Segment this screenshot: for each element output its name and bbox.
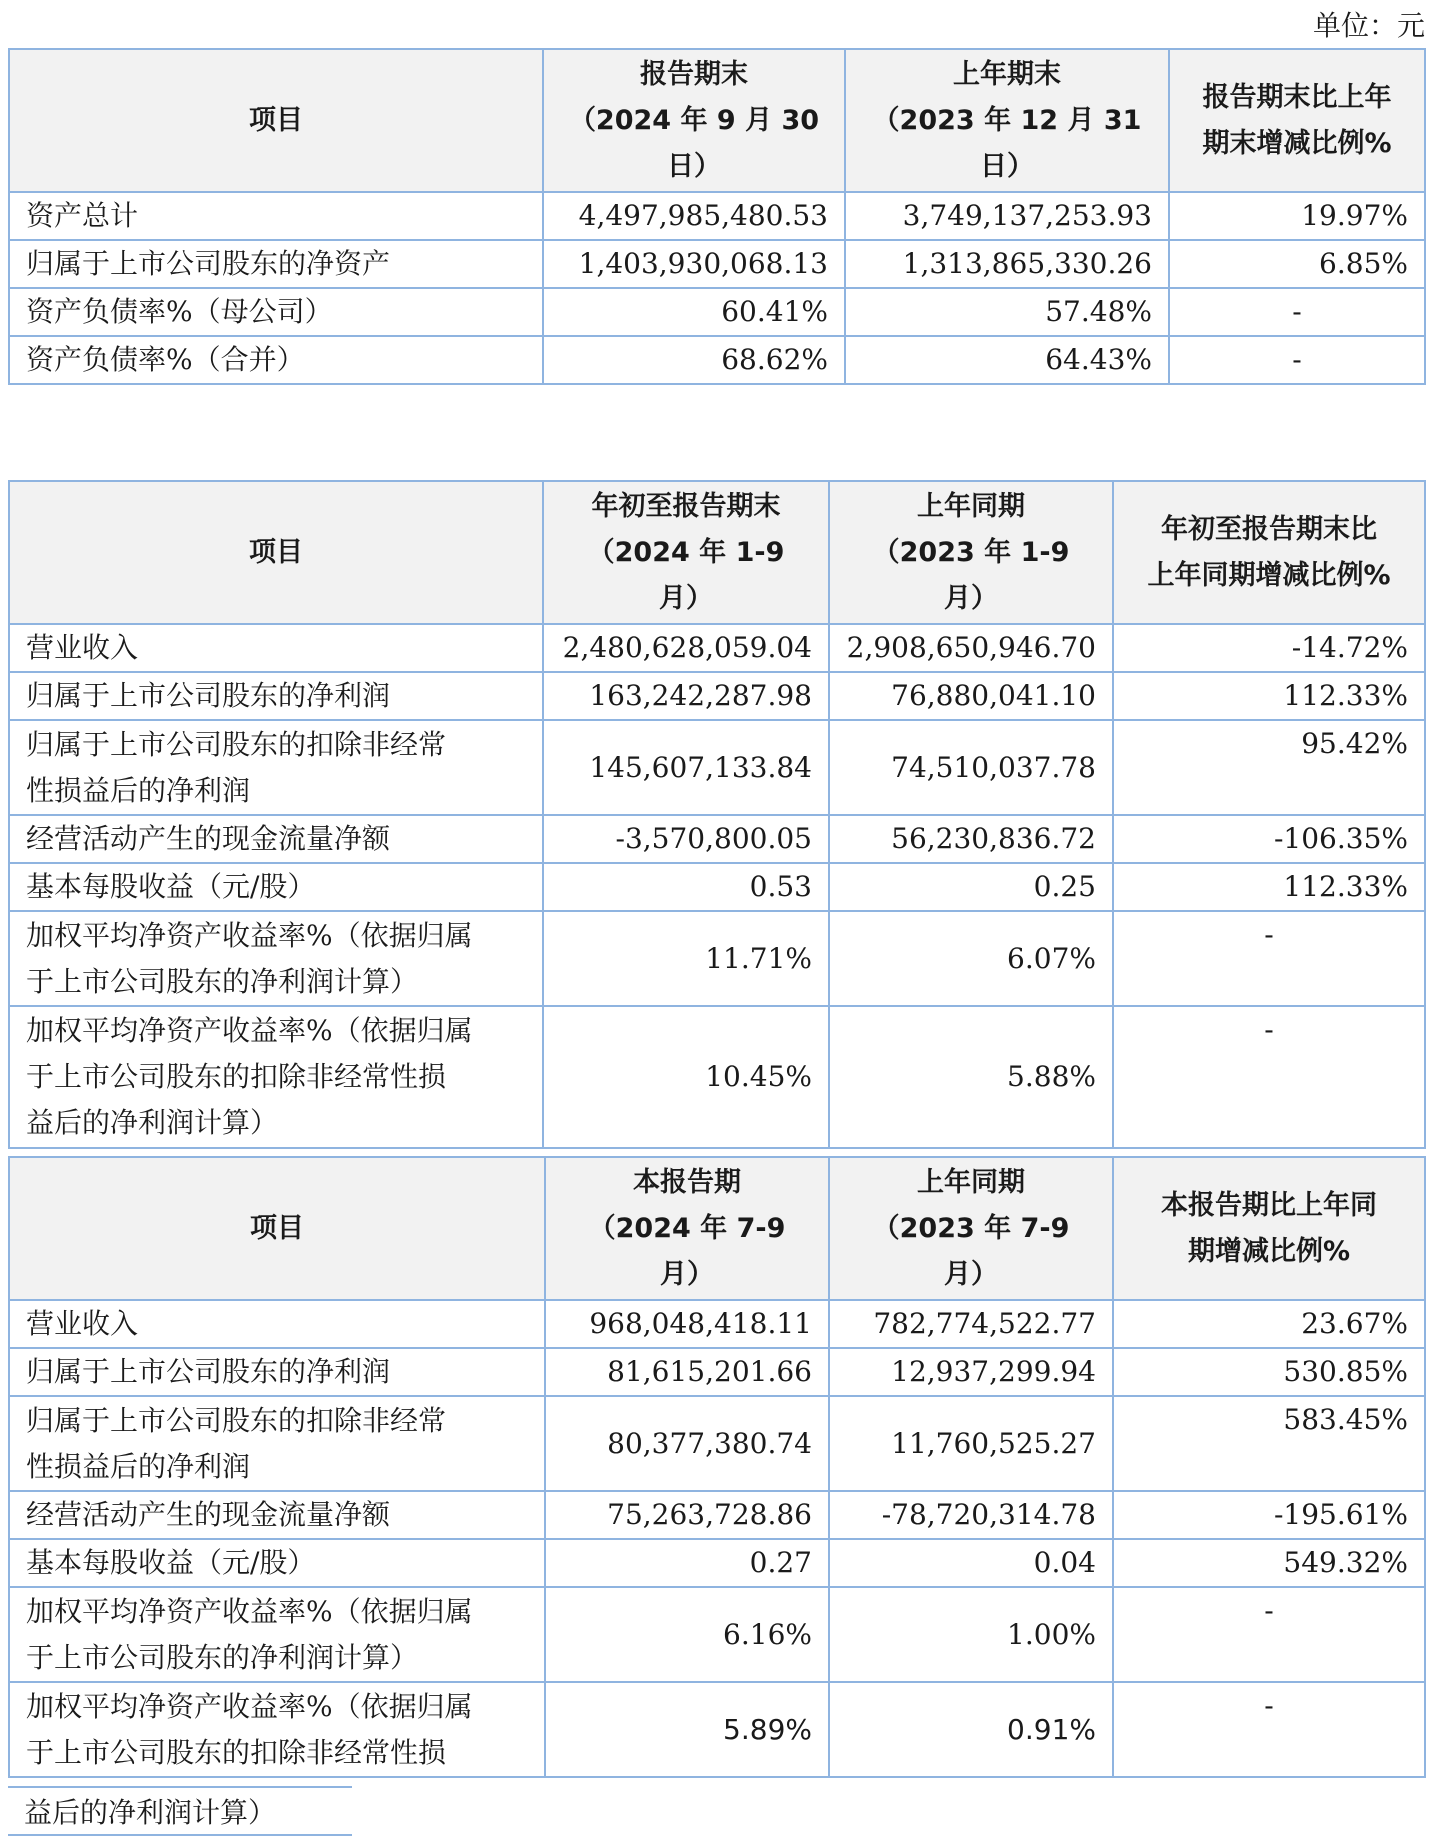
cell-value: 74,510,037.78 — [829, 720, 1113, 815]
cell-value: 0.91% — [829, 1682, 1113, 1777]
row-label: 归属于上市公司股东的净利润 — [9, 1348, 545, 1396]
row-label: 经营活动产生的现金流量净额 — [9, 815, 543, 863]
cell-ratio: 95.42% — [1113, 720, 1425, 815]
row-label: 基本每股收益（元/股） — [9, 1539, 545, 1587]
header-prior-year-end: 上年期末 （2023 年 12 月 31 日） — [845, 49, 1169, 192]
row-label: 资产总计 — [9, 192, 543, 240]
cell-ratio: -195.61% — [1113, 1491, 1425, 1539]
table-row — [9, 1300, 1425, 1348]
cell-value: 968,048,418.11 — [545, 1300, 829, 1348]
cell-value: 12,937,299.94 — [829, 1348, 1113, 1396]
row-label: 经营活动产生的现金流量净额 — [9, 1491, 545, 1539]
header-change-ratio: 报告期末比上年 期末增减比例% — [1169, 49, 1425, 192]
table-row — [9, 1396, 1425, 1491]
cell-value: 6.16% — [545, 1587, 829, 1682]
cell-value: 145,607,133.84 — [543, 720, 829, 815]
cell-ratio: 112.33% — [1113, 863, 1425, 911]
table-header-row — [9, 481, 1425, 624]
cell-ratio: 530.85% — [1113, 1348, 1425, 1396]
cell-value: 10.45% — [543, 1006, 829, 1148]
cell-ratio: 19.97% — [1169, 192, 1425, 240]
row-label: 基本每股收益（元/股） — [9, 863, 543, 911]
table-header-row — [9, 1157, 1425, 1300]
cell-ratio: 23.67% — [1113, 1300, 1425, 1348]
row-label: 归属于上市公司股东的扣除非经常 性损益后的净利润 — [9, 720, 543, 815]
cell-value: 0.27 — [545, 1539, 829, 1587]
row-label: 加权平均净资产收益率%（依据归属 于上市公司股东的扣除非经常性损 — [9, 1682, 545, 1777]
cell-ratio: 549.32% — [1113, 1539, 1425, 1587]
header-item: 项目 — [9, 1157, 545, 1300]
unit-label: 单位：元 — [1312, 9, 1425, 42]
cell-value: 80,377,380.74 — [545, 1396, 829, 1491]
row-label: 资产负债率%（母公司） — [9, 288, 543, 336]
cell-value: 0.04 — [829, 1539, 1113, 1587]
cell-value: 3,749,137,253.93 — [845, 192, 1169, 240]
cell-ratio: - — [1113, 1682, 1425, 1777]
cell-ratio: - — [1113, 911, 1425, 1006]
row-label: 营业收入 — [9, 1300, 545, 1348]
cell-value: 11.71% — [543, 911, 829, 1006]
table-row — [9, 911, 1425, 1006]
table-row — [9, 336, 1425, 384]
table-row — [9, 1491, 1425, 1539]
cell-value: 6.07% — [829, 911, 1113, 1006]
cell-value: 2,908,650,946.70 — [829, 624, 1113, 672]
table-row — [9, 1006, 1425, 1148]
table-row — [9, 720, 1425, 815]
cell-ratio: - — [1113, 1006, 1425, 1148]
header-change-ratio: 年初至报告期末比 上年同期增减比例% — [1113, 481, 1425, 624]
row-label: 加权平均净资产收益率%（依据归属 于上市公司股东的扣除非经常性损 益后的净利润计算） — [9, 1006, 543, 1148]
cell-ratio: - — [1169, 336, 1425, 384]
cell-value: 5.89% — [545, 1682, 829, 1777]
table-row — [9, 1348, 1425, 1396]
cell-value: 64.43% — [845, 336, 1169, 384]
cell-value: 5.88% — [829, 1006, 1113, 1148]
header-period-end: 报告期末 （2024 年 9 月 30 日） — [543, 49, 845, 192]
header-item: 项目 — [9, 49, 543, 192]
table-row — [9, 1682, 1425, 1777]
cell-ratio: 112.33% — [1113, 672, 1425, 720]
table-row — [9, 815, 1425, 863]
table-row — [9, 1587, 1425, 1682]
cell-ratio: 583.45% — [1113, 1396, 1425, 1491]
row-label: 加权平均净资产收益率%（依据归属 于上市公司股东的净利润计算） — [9, 911, 543, 1006]
header-item: 项目 — [9, 481, 543, 624]
cell-value: 0.25 — [829, 863, 1113, 911]
cell-value: 1.00% — [829, 1587, 1113, 1682]
table-row — [9, 863, 1425, 911]
cell-value: 68.62% — [543, 336, 845, 384]
row-label: 归属于上市公司股东的净利润 — [9, 672, 543, 720]
cell-value: 57.48% — [845, 288, 1169, 336]
row-label: 归属于上市公司股东的扣除非经常 性损益后的净利润 — [9, 1396, 545, 1491]
header-change-ratio: 本报告期比上年同 期增减比例% — [1113, 1157, 1425, 1300]
table-row — [9, 192, 1425, 240]
cell-value: 782,774,522.77 — [829, 1300, 1113, 1348]
cell-value: 60.41% — [543, 288, 845, 336]
header-current-period: 本报告期 （2024 年 7-9 月） — [545, 1157, 829, 1300]
quarter-indicators-table — [8, 1156, 1426, 1778]
cell-value: 75,263,728.86 — [545, 1491, 829, 1539]
cell-ratio: - — [1113, 1587, 1425, 1682]
cell-value: 0.53 — [543, 863, 829, 911]
cell-value: 11,760,525.27 — [829, 1396, 1113, 1491]
cell-ratio: - — [1169, 288, 1425, 336]
ytd-indicators-table — [8, 480, 1426, 1149]
row-label: 加权平均净资产收益率%（依据归属 于上市公司股东的净利润计算） — [9, 1587, 545, 1682]
header-prior-year-same-period: 上年同期 （2023 年 7-9 月） — [829, 1157, 1113, 1300]
row-label: 营业收入 — [9, 624, 543, 672]
cell-value: 56,230,836.72 — [829, 815, 1113, 863]
cell-ratio: -14.72% — [1113, 624, 1425, 672]
table-header-row — [9, 49, 1425, 192]
table-row — [9, 672, 1425, 720]
cell-value: 1,403,930,068.13 — [543, 240, 845, 288]
table-row — [9, 1539, 1425, 1587]
cell-value: -78,720,314.78 — [829, 1491, 1113, 1539]
header-prior-year-same-period: 上年同期 （2023 年 1-9 月） — [829, 481, 1113, 624]
cell-value: -3,570,800.05 — [543, 815, 829, 863]
cell-ratio: -106.35% — [1113, 815, 1425, 863]
cell-value: 2,480,628,059.04 — [543, 624, 829, 672]
header-ytd: 年初至报告期末 （2024 年 1-9 月） — [543, 481, 829, 624]
table-row — [9, 288, 1425, 336]
continued-label-fragment: 益后的净利润计算） — [8, 1786, 352, 1836]
cell-ratio: 6.85% — [1169, 240, 1425, 288]
row-label: 归属于上市公司股东的净资产 — [9, 240, 543, 288]
cell-value: 4,497,985,480.53 — [543, 192, 845, 240]
table-row — [9, 240, 1425, 288]
balance-indicators-table — [8, 48, 1426, 385]
cell-value: 76,880,041.10 — [829, 672, 1113, 720]
row-label: 资产负债率%（合并） — [9, 336, 543, 384]
cell-value: 1,313,865,330.26 — [845, 240, 1169, 288]
table-row — [9, 624, 1425, 672]
cell-value: 163,242,287.98 — [543, 672, 829, 720]
cell-value: 81,615,201.66 — [545, 1348, 829, 1396]
